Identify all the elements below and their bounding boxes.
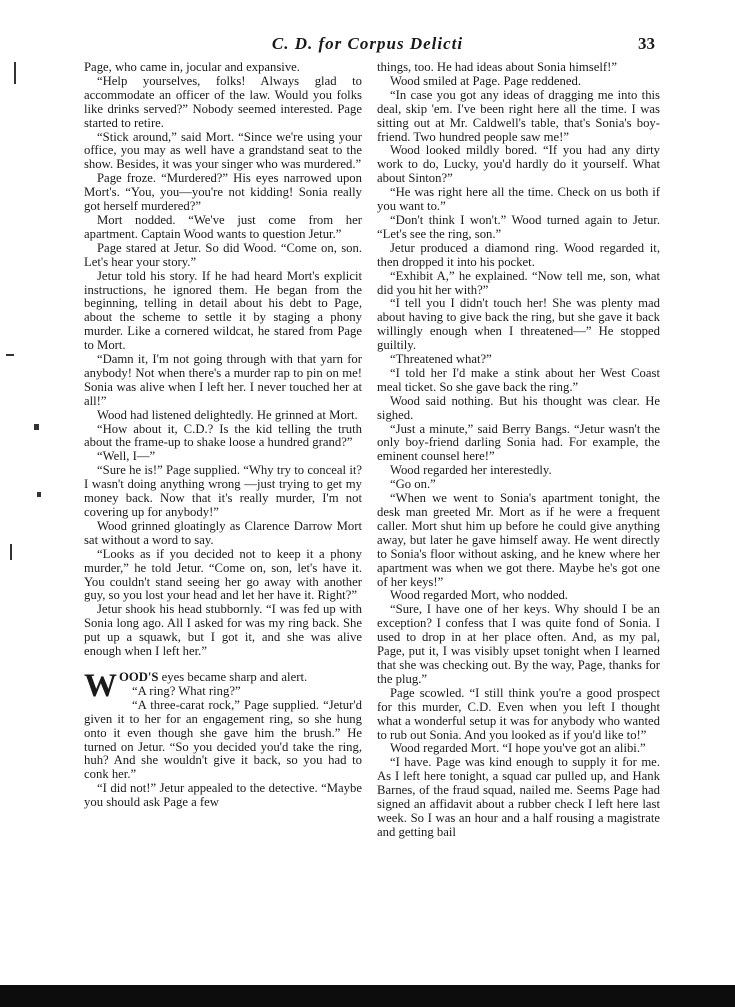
paragraph: “Sure, I have one of her keys. Why should I be an exception? I confess that I was quite fond of Sonia. I used to drop in at her place often. And, as my pal, Page, put it, I was visibly upset tonight when I learned that she was checking out. By the way, Page, thanks for the plug.” — [377, 602, 660, 686]
page-number: 33 — [638, 34, 655, 53]
scan-edge-mark — [37, 492, 41, 497]
paragraph: “Help yourselves, folks! Always glad to accommodate an officer of the law. Would you folks like drinks served?” Nobody seemed interested. Page started to retire. — [84, 73, 362, 130]
paragraph: Wood said nothing. But his thought was clear. He sighed. — [377, 393, 660, 422]
paragraph: “When we went to Sonia's apartment tonight, the desk man greeted Mr. Mort as if he were a frequent caller. Mort shut him up before he could give anything away, but later he gave himself away. He went directly to Sonia's floor without asking, and he knew where her apartment was when we got there. Maybe he's got one of her keys!” — [377, 491, 660, 589]
paragraph: Wood smiled at Page. Page reddened. — [390, 73, 581, 88]
dropcap-sentence: eyes became sharp and alert. — [158, 669, 308, 684]
paragraph: Page froze. “Murdered?” His eyes narrowed upon Mort's. “You, you—you're not kidding! Sonia really got herself murdered?” — [84, 171, 362, 214]
paragraph: “I have. Page was kind enough to supply it for me. As I left here tonight, a squad car pulled up, and Hank Barnes, of the fraud squad, nailed me. Seems Page had signed an affidavit about a rubber check I left here last week. So I was an hour and a half rousing a magistrate and getting bail — [377, 755, 660, 839]
scan-edge-mark — [10, 544, 12, 560]
dropcap-letter: W — [84, 667, 117, 704]
paragraph: “Well, I—” — [97, 449, 156, 464]
paragraph: Page, who came in, jocular and expansive. — [84, 61, 300, 74]
paragraph: “Go on.” — [390, 477, 436, 492]
paragraph: Page scowled. “I still think you're a good prospect for this murder, C.D. Even when you left I thought what a wonderful setup it was for anybody who wanted to rub out Sonia. And you looked as if you'd like to!” — [377, 685, 660, 742]
paragraph: “Sure he is!” Page supplied. “Why try to conceal it? I wasn't doing anything wrong —just trying to get my money back. Now that it's really murder, I'm not covering up for anybody!” — [84, 463, 362, 519]
dropcap-word-rest: OOD'S — [119, 669, 159, 684]
paragraph: Jetur shook his head stubbornly. “I was fed up with Sonia long ago. All I asked for was my ring back. She put up a squawk, but I got it, and she was alive enough when I left her.” — [84, 602, 362, 659]
paragraph: “A ring? What ring?” — [132, 683, 241, 698]
paragraph: Mort nodded. “We've just come from her apartment. Captain Wood wants to question Jetur.” — [84, 212, 362, 241]
scan-edge-mark — [14, 62, 16, 84]
paragraph: “Exhibit A,” he explained. “Now tell me, son, what did you hit her with?” — [377, 268, 660, 297]
running-title: C. D. for Corpus Delicti — [271, 34, 464, 53]
paragraph: things, too. He had ideas about Sonia himself!” — [377, 61, 617, 74]
paragraph: Wood regarded Mort, who nodded. — [390, 588, 568, 603]
scan-bottom-border — [0, 985, 735, 1007]
paragraph: Jetur produced a diamond ring. Wood regarded it, then dropped it into his pocket. — [377, 240, 660, 269]
paragraph: “Threatened what?” — [390, 352, 492, 367]
paragraph: “Damn it, I'm not going through with that yarn for anybody! Not when there's a murder rap to pin on me! Sonia was alive when I left her. I never touched her at all!” — [84, 352, 362, 408]
paragraph: Wood looked mildly bored. “If you had any dirty work to do, Lucky, you'd hardly do it yourself. What about Sinton?” — [377, 143, 660, 186]
paragraph: “Just a minute,” said Berry Bangs. “Jetur wasn't the only boy-friend darling Sonia had. For example, the eminent counsel here!” — [377, 421, 660, 464]
paragraph: “I told her I'd make a stink about her West Coast meal ticket. So she gave back the ring.” — [377, 365, 660, 394]
paragraph: Wood had listened delightedly. He grinned at Mort. — [97, 407, 358, 422]
paragraph: “Looks as if you decided not to keep it a phony murder,” he told Jetur. “Come on, son, let's have it. You couldn't stand seeing her go away with another guy, so you lost your head and let her have it. Right?” — [84, 546, 362, 603]
paragraph: Wood regarded Mort. “I hope you've got an alibi.” — [390, 741, 646, 756]
paragraph: “How about it, C.D.? Is the kid telling the truth about the frame-up to shake loose a hundred grand?” — [84, 421, 362, 450]
page-header — [0, 30, 735, 56]
paragraph: “Stick around,” said Mort. “Since we're using your office, you may as well have a grandstand seat to the show. Besides, it was your singer who was murdered.” — [84, 129, 362, 172]
paragraph: “I tell you I didn't touch her! She was plenty mad about having to give back the ring, but she gave it back willingly enough when I threatened—” He stopped guiltily. — [377, 296, 660, 353]
paragraph: “In case you got any ideas of dragging me into this deal, skip 'em. I've been right here all the time. I was sitting out at Mr. Caldwell's table, that's Sonia's boy-friend. Two hundred people saw me!” — [377, 87, 660, 144]
paragraph: Wood regarded her interestedly. — [390, 463, 552, 478]
paragraph: “I did not!” Jetur appealed to the detective. “Maybe you should ask Page a few — [84, 781, 362, 810]
scan-edge-mark — [34, 424, 39, 430]
scan-edge-mark — [6, 354, 14, 356]
paragraph: Jetur told his story. If he had heard Mort's explicit instructions, he ignored them. He began from the beginning, telling in detail about his debt to Page, about the scheme to settle it by staging a phony murder. Like a cornered wildcat, he stared from Page to Mort. — [84, 268, 362, 353]
paragraph: Wood grinned gloatingly as Clarence Darrow Mort sat without a word to say. — [84, 518, 362, 547]
right-column — [377, 61, 660, 931]
left-column — [84, 61, 362, 931]
paragraph: “Don't think I won't.” Wood turned again to Jetur. “Let's see the ring, son.” — [377, 212, 660, 241]
paragraph: “A three-carat rock,” Page supplied. “Jetur'd given it to her for an engagement ring, so she hung onto it even though she gave him the brush.” He turned on Jetur. “So you decided you'd take the ring, huh? And she wouldn't give it back, so you had to conk her.” — [84, 697, 362, 782]
paragraph: “He was right here all the time. Check on us both if you want to.” — [377, 185, 660, 214]
paragraph: Page stared at Jetur. So did Wood. “Come on, son. Let's hear your story.” — [84, 240, 362, 269]
